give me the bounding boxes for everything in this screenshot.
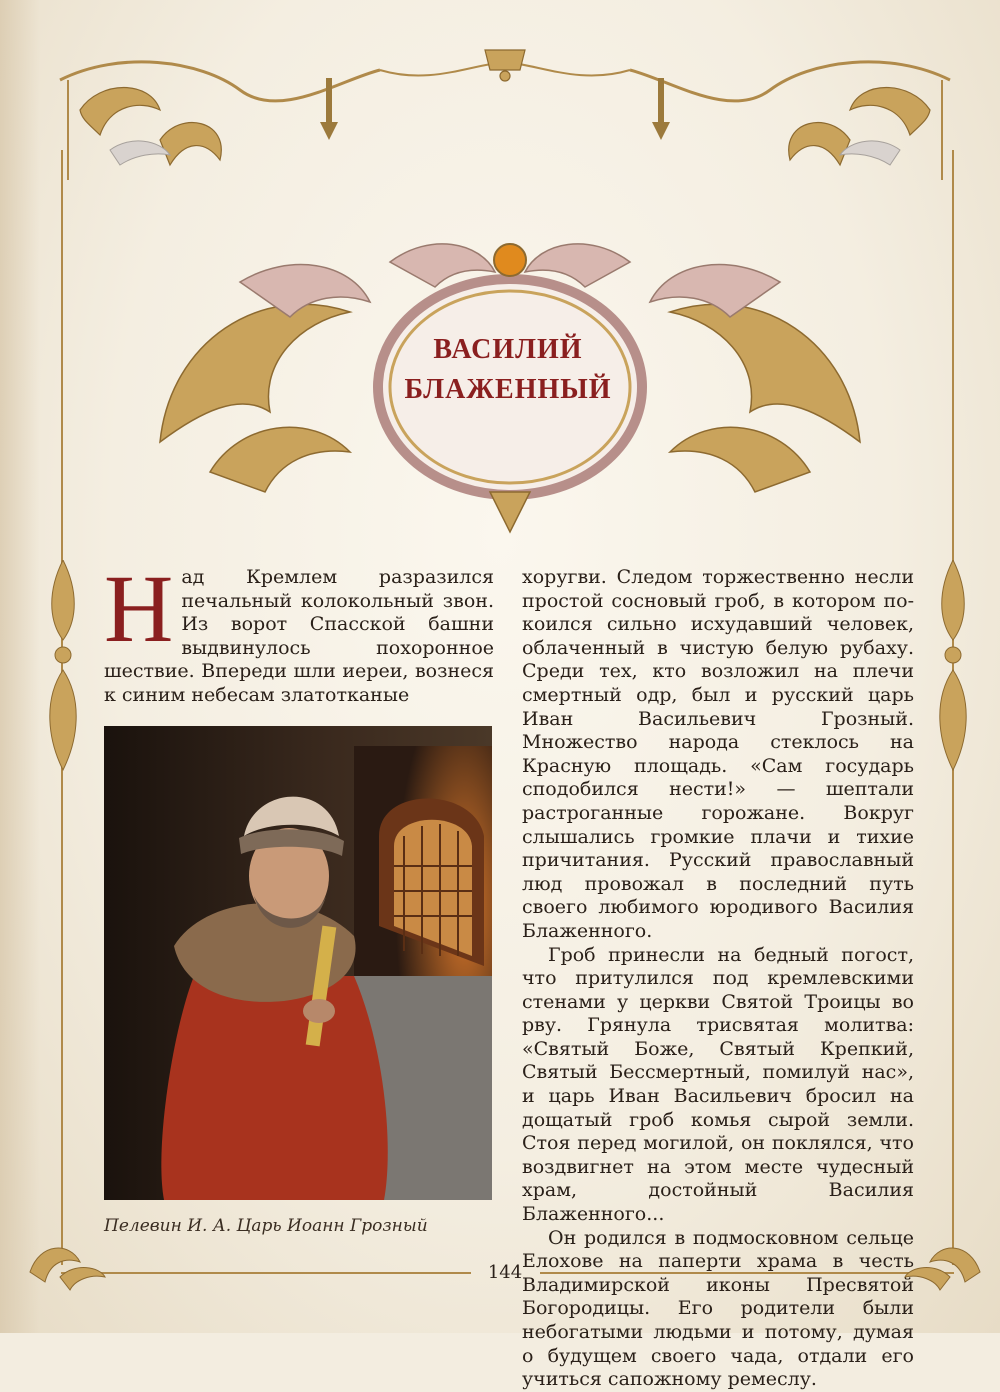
intro-paragraph: ад Кремлем разразился печальный колокольный звон. Из ворот Спасской башни выдвинулось похоронное шествие. Впереди шли иереи, вознеся к синим небесам златотканые — [104, 566, 494, 706]
drop-cap: Н — [104, 555, 174, 662]
bottom-left-ornament — [20, 1232, 110, 1292]
chapter-title-line-1: ВАСИЛИЙ — [433, 334, 583, 365]
paper-edge-stain — [0, 0, 40, 1333]
paragraph-3: Он родился в подмосковном сельце Елохове на паперти храма в честь Владимирской иконы Пресвятой Богородицы. Его родители были небогатыми людьми и потому, думая о будущем своего чада, отдали его учиться сапожному ремеслу. — [522, 1226, 914, 1391]
right-side-ornament — [928, 560, 978, 780]
right-column — [522, 566, 914, 1392]
paragraph-2: Гроб принесли на бедный погост, что притулился под кремлевскими стенами у церкви Святой Троицы во рву. Грянула трисвятая молитва: «Святый Боже, Святый Крепкий, Святый Бессмертный, помилуй нас», и царь Иван Васильевич бросил на дощатый гроб комья сырой земли. Стоя перед могилой, он поклялся, что воздвигнет на этом месте чудесный храм, достойный Василия Блаженного... — [522, 943, 914, 1226]
left-side-ornament — [38, 560, 88, 780]
chapter-title — [380, 330, 636, 410]
painting-illustration — [104, 726, 492, 1200]
top-ornament — [40, 40, 970, 180]
paragraph-1: хоругви. Следом торжественно несли простой сосновый гроб, в котором покоился сильно исхудавший человек, облаченный в чистую белую рубаху. Среди тех, кто возложил на плечи смертный одр, был и русский царь Иван Васильевич Грозный. Множество народа стеклось на Красную площадь. «Сам государь сподобился нести!» — шептали растроганные горожане. Вокруг слышались громкие плачи и тихие причитания. Русский православный люд провожал в последний путь своего любимого юродивого Василия Блаженного. — [522, 566, 914, 942]
painting-caption: Пелевин И. А. Царь Иоанн Грозный — [104, 1216, 428, 1236]
frame-bottom-left-line — [61, 1272, 471, 1274]
painting-image — [104, 726, 492, 1200]
left-column — [104, 555, 494, 708]
page-number: 144 — [487, 1262, 523, 1283]
chapter-title-line-2: БЛАЖЕННЫЙ — [404, 374, 612, 405]
